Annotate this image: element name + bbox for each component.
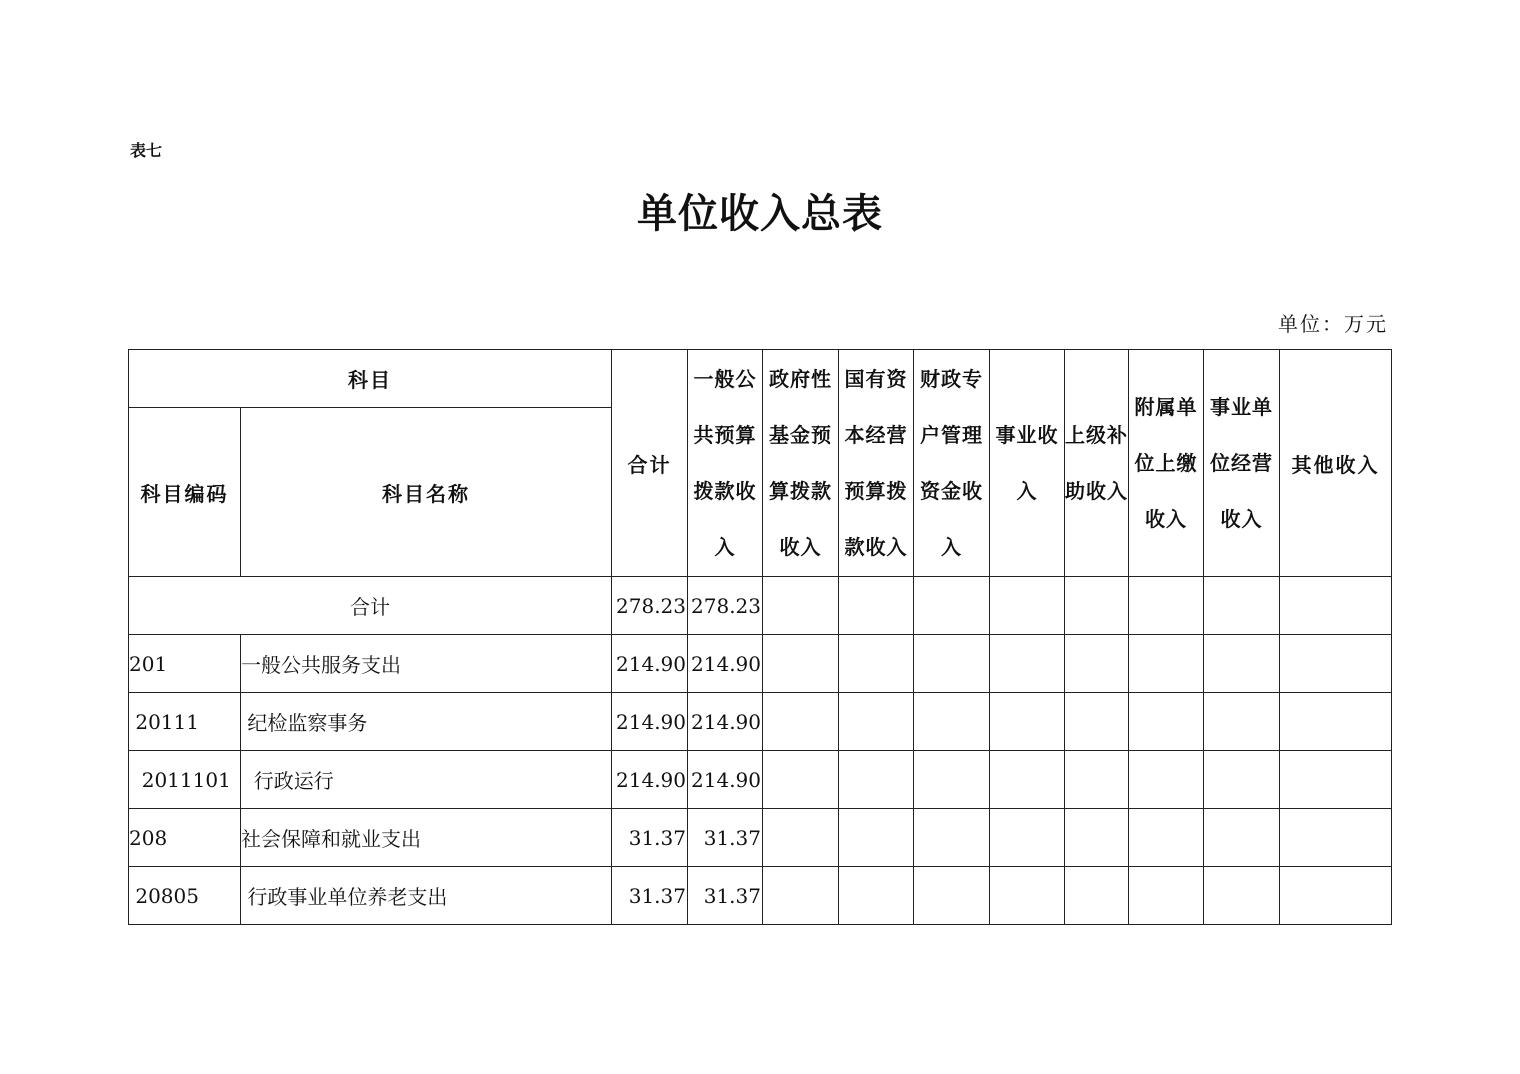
unit-label: 单位：万元 bbox=[1278, 312, 1388, 336]
page-title: 单位收入总表 bbox=[637, 190, 883, 237]
name-cell: 一般公共服务支出 bbox=[241, 635, 612, 693]
total-cell: 214.90 bbox=[612, 693, 688, 751]
header-affiliated: 附属单位上缴收入 bbox=[1129, 350, 1204, 577]
name-cell: 纪检监察事务 bbox=[241, 693, 612, 751]
code-cell: 208 bbox=[129, 809, 241, 867]
header-other: 其他收入 bbox=[1280, 350, 1392, 577]
header-operating: 事业单位经营收入 bbox=[1204, 350, 1280, 577]
header-total: 合计 bbox=[612, 350, 688, 577]
header-superior: 上级补助收入 bbox=[1065, 350, 1129, 577]
table-row bbox=[129, 635, 1392, 693]
general-budget-cell: 214.90 bbox=[688, 635, 763, 693]
name-cell: 行政运行 bbox=[241, 751, 612, 809]
name-cell: 行政事业单位养老支出 bbox=[241, 867, 612, 925]
table-row bbox=[129, 867, 1392, 925]
code-cell: 20805 bbox=[129, 867, 241, 925]
code-cell: 201 bbox=[129, 635, 241, 693]
header-general-budget: 一般公共预算拨款收入 bbox=[688, 350, 763, 577]
header-name: 科目名称 bbox=[241, 408, 612, 577]
general-budget-cell: 31.37 bbox=[688, 867, 763, 925]
total-cell: 214.90 bbox=[612, 635, 688, 693]
header-code: 科目编码 bbox=[129, 408, 241, 577]
general-budget-cell: 278.23 bbox=[688, 577, 763, 635]
table-row-total bbox=[129, 577, 1392, 635]
general-budget-cell: 214.90 bbox=[688, 693, 763, 751]
name-cell: 社会保障和就业支出 bbox=[241, 809, 612, 867]
total-cell: 31.37 bbox=[612, 809, 688, 867]
total-cell: 278.23 bbox=[612, 577, 688, 635]
header-business: 事业收入 bbox=[990, 350, 1065, 577]
table-id: 表七 bbox=[130, 141, 163, 160]
header-gov-fund: 政府性基金预算拨款收入 bbox=[763, 350, 839, 577]
total-cell: 214.90 bbox=[612, 751, 688, 809]
header-state-capital: 国有资本经营预算拨款收入 bbox=[839, 350, 914, 577]
total-label: 合计 bbox=[129, 577, 612, 635]
header-subject: 科目 bbox=[129, 350, 612, 408]
general-budget-cell: 31.37 bbox=[688, 809, 763, 867]
header-fiscal-special: 财政专户管理资金收入 bbox=[914, 350, 990, 577]
code-cell: 20111 bbox=[129, 693, 241, 751]
total-cell: 31.37 bbox=[612, 867, 688, 925]
table-row bbox=[129, 809, 1392, 867]
general-budget-cell: 214.90 bbox=[688, 751, 763, 809]
code-cell: 2011101 bbox=[129, 751, 241, 809]
income-table bbox=[128, 349, 1392, 925]
table-row bbox=[129, 693, 1392, 751]
table-row bbox=[129, 751, 1392, 809]
